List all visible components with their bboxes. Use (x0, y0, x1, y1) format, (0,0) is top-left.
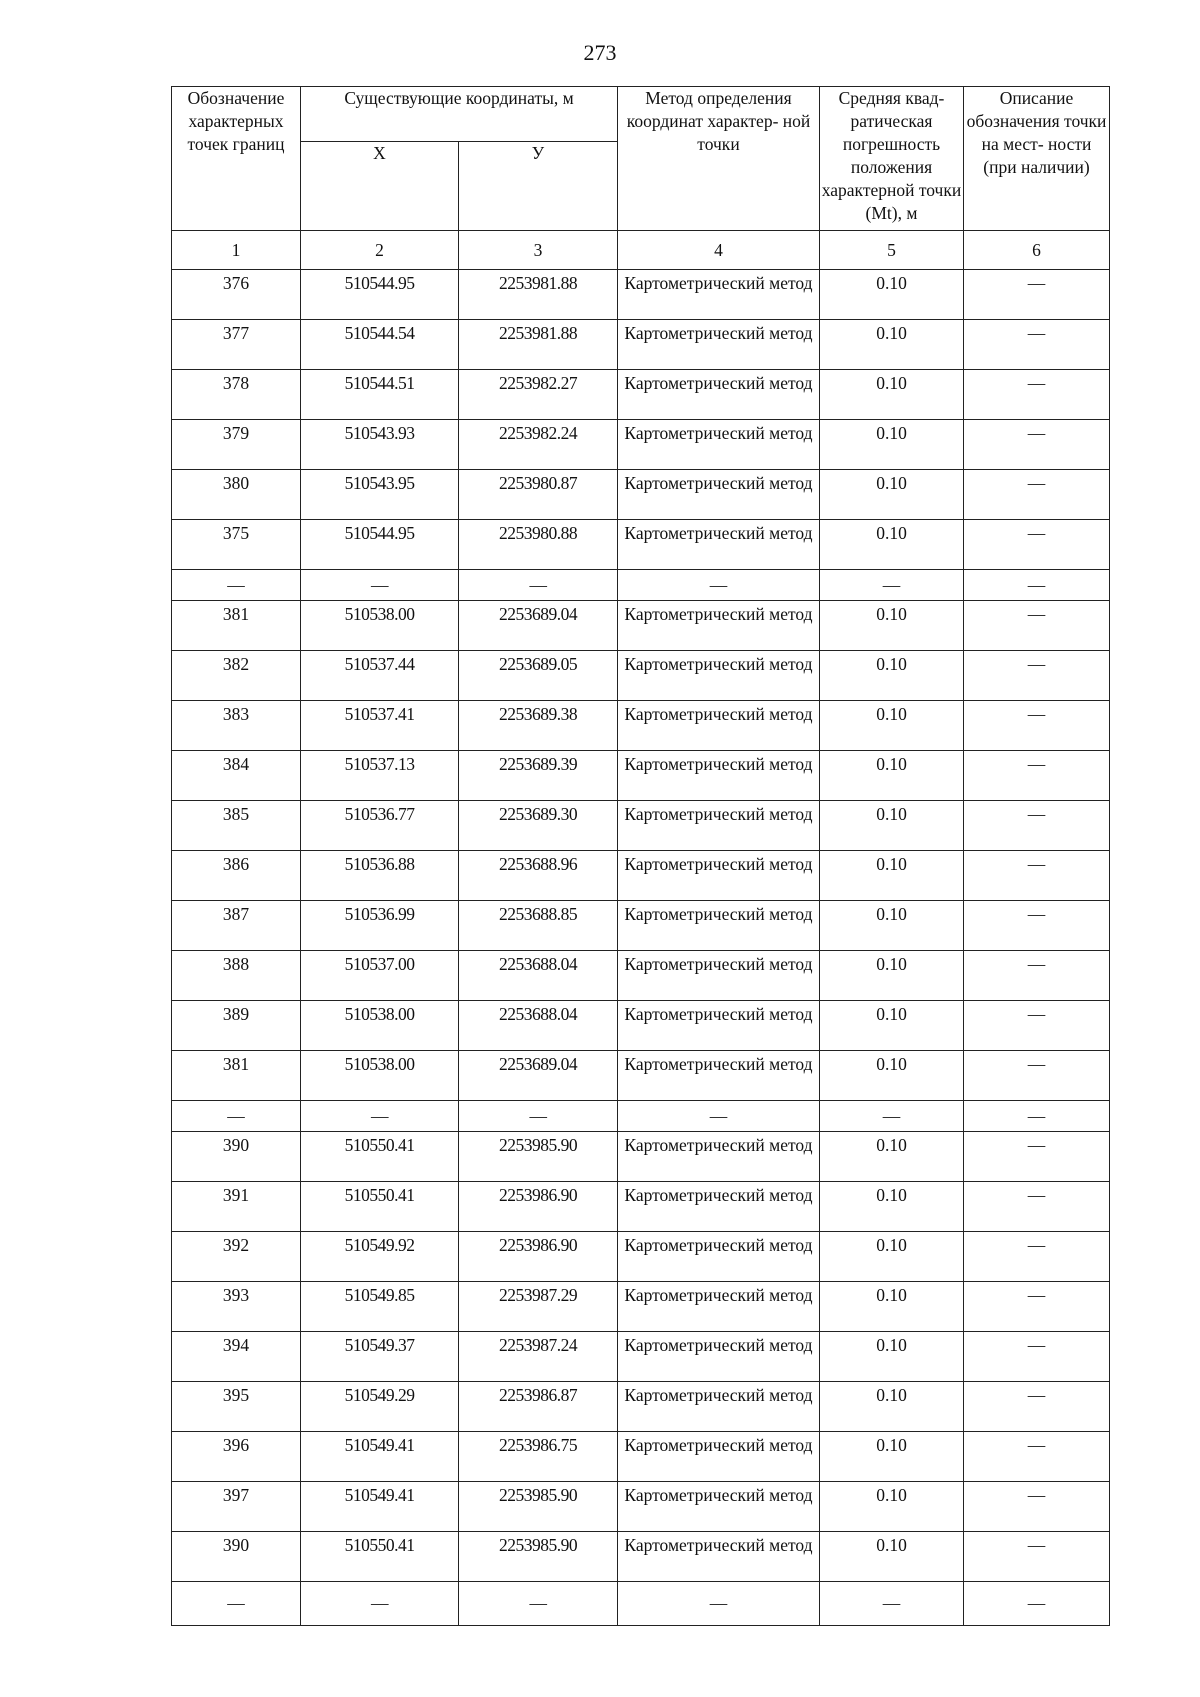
cell-y-coordinate: 2253980.88 (459, 520, 618, 570)
cell-x-coordinate: 510544.54 (301, 320, 459, 370)
cell-x-coordinate: — (301, 1101, 459, 1132)
cell-y-coordinate: 2253985.90 (459, 1482, 618, 1532)
separator-row (172, 570, 1110, 601)
cell-mean-square-error: 0.10 (820, 751, 964, 801)
cell-y-coordinate: 2253689.39 (459, 751, 618, 801)
header-y: У (459, 142, 618, 231)
cell-point-id: 391 (172, 1182, 301, 1232)
cell-description: — (964, 370, 1110, 420)
cell-description: — (964, 1282, 1110, 1332)
cell-y-coordinate: 2253689.38 (459, 701, 618, 751)
cell-x-coordinate: 510538.00 (301, 1051, 459, 1101)
cell-point-id: 388 (172, 951, 301, 1001)
cell-method: Картометрический метод (618, 420, 820, 470)
cell-mean-square-error: 0.10 (820, 801, 964, 851)
table-row (172, 420, 1110, 470)
cell-method: Картометрический метод (618, 1051, 820, 1101)
cell-y-coordinate: 2253688.04 (459, 1001, 618, 1051)
table-row (172, 370, 1110, 420)
cell-point-id: 379 (172, 420, 301, 470)
header-existing-coordinates: Существующие координаты, м (301, 87, 618, 142)
cell-x-coordinate: 510538.00 (301, 601, 459, 651)
column-number: 1 (172, 231, 301, 270)
cell-x-coordinate: 510549.92 (301, 1232, 459, 1282)
cell-point-id: 390 (172, 1132, 301, 1182)
cell-description: — (964, 1001, 1110, 1051)
cell-y-coordinate: 2253689.04 (459, 1051, 618, 1101)
cell-description: — (964, 1582, 1110, 1626)
cell-method: Картометрический метод (618, 801, 820, 851)
cell-description: — (964, 470, 1110, 520)
cell-y-coordinate: 2253986.87 (459, 1382, 618, 1432)
table-row (172, 651, 1110, 701)
cell-point-id: 396 (172, 1432, 301, 1482)
cell-mean-square-error: 0.10 (820, 1382, 964, 1432)
cell-y-coordinate: — (459, 1582, 618, 1626)
cell-method: — (618, 1582, 820, 1626)
cell-y-coordinate: 2253986.90 (459, 1232, 618, 1282)
table-row (172, 1051, 1110, 1101)
cell-y-coordinate: 2253689.04 (459, 601, 618, 651)
cell-mean-square-error: — (820, 1582, 964, 1626)
cell-y-coordinate: 2253982.27 (459, 370, 618, 420)
cell-x-coordinate: 510549.85 (301, 1282, 459, 1332)
cell-mean-square-error: 0.10 (820, 1282, 964, 1332)
cell-method: Картометрический метод (618, 370, 820, 420)
cell-mean-square-error: 0.10 (820, 1332, 964, 1382)
cell-y-coordinate: — (459, 570, 618, 601)
cell-description: — (964, 601, 1110, 651)
cell-x-coordinate: 510537.44 (301, 651, 459, 701)
cell-mean-square-error: 0.10 (820, 951, 964, 1001)
cell-method: Картометрический метод (618, 651, 820, 701)
cell-method: Картометрический метод (618, 1232, 820, 1282)
cell-method: Картометрический метод (618, 701, 820, 751)
cell-point-id: 381 (172, 1051, 301, 1101)
table-row (172, 270, 1110, 320)
cell-description: — (964, 1051, 1110, 1101)
cell-x-coordinate: 510543.95 (301, 470, 459, 520)
cell-point-id: 393 (172, 1282, 301, 1332)
cell-description: — (964, 270, 1110, 320)
cell-description: — (964, 320, 1110, 370)
cell-method: Картометрический метод (618, 1132, 820, 1182)
cell-point-id: 376 (172, 270, 301, 320)
table-row (172, 1482, 1110, 1532)
cell-method: Картометрический метод (618, 1001, 820, 1051)
cell-description: — (964, 851, 1110, 901)
table-row (172, 601, 1110, 651)
cell-point-id: 377 (172, 320, 301, 370)
table-row (172, 1432, 1110, 1482)
table-row (172, 1282, 1110, 1332)
cell-description: — (964, 701, 1110, 751)
cell-description: — (964, 951, 1110, 1001)
cell-mean-square-error: 0.10 (820, 370, 964, 420)
cell-x-coordinate: 510549.29 (301, 1382, 459, 1432)
cell-description: — (964, 1432, 1110, 1482)
cell-description: — (964, 570, 1110, 601)
header-point-designation: Обозначение характерных точек границ (172, 87, 301, 231)
cell-mean-square-error: 0.10 (820, 470, 964, 520)
table-row (172, 701, 1110, 751)
table-body (172, 270, 1110, 1626)
cell-point-id: — (172, 570, 301, 601)
table-header (172, 87, 1110, 270)
cell-description: — (964, 1232, 1110, 1282)
cell-description: — (964, 1101, 1110, 1132)
cell-y-coordinate: 2253981.88 (459, 320, 618, 370)
cell-point-id: 392 (172, 1232, 301, 1282)
separator-row (172, 1101, 1110, 1132)
cell-method: Картометрический метод (618, 1282, 820, 1332)
cell-y-coordinate: 2253986.75 (459, 1432, 618, 1482)
cell-x-coordinate: 510550.41 (301, 1132, 459, 1182)
cell-point-id: 381 (172, 601, 301, 651)
cell-mean-square-error: 0.10 (820, 701, 964, 751)
cell-method: Картометрический метод (618, 1532, 820, 1582)
cell-x-coordinate: 510544.95 (301, 270, 459, 320)
cell-y-coordinate: 2253982.24 (459, 420, 618, 470)
cell-method: Картометрический метод (618, 751, 820, 801)
coordinates-table (171, 86, 1110, 1626)
cell-mean-square-error: 0.10 (820, 520, 964, 570)
cell-x-coordinate: 510536.88 (301, 851, 459, 901)
header-row (172, 87, 1110, 142)
table-row (172, 1332, 1110, 1382)
cell-y-coordinate: 2253987.29 (459, 1282, 618, 1332)
cell-y-coordinate: 2253985.90 (459, 1532, 618, 1582)
table-row (172, 1182, 1110, 1232)
cell-x-coordinate: 510549.37 (301, 1332, 459, 1382)
cell-method: Картометрический метод (618, 1382, 820, 1432)
cell-description: — (964, 1182, 1110, 1232)
cell-method: Картометрический метод (618, 951, 820, 1001)
cell-point-id: 385 (172, 801, 301, 851)
cell-method: Картометрический метод (618, 520, 820, 570)
cell-mean-square-error: 0.10 (820, 320, 964, 370)
table-row (172, 1382, 1110, 1432)
table-row (172, 520, 1110, 570)
cell-x-coordinate: 510536.99 (301, 901, 459, 951)
cell-method: Картометрический метод (618, 1332, 820, 1382)
cell-mean-square-error: 0.10 (820, 270, 964, 320)
cell-mean-square-error: 0.10 (820, 1182, 964, 1232)
table-row (172, 1001, 1110, 1051)
cell-y-coordinate: 2253987.24 (459, 1332, 618, 1382)
table-row (172, 851, 1110, 901)
separator-row (172, 1582, 1110, 1626)
cell-description: — (964, 420, 1110, 470)
cell-mean-square-error: — (820, 1101, 964, 1132)
header-method: Метод определения координат характер- ной точки (618, 87, 820, 231)
cell-y-coordinate: 2253981.88 (459, 270, 618, 320)
column-number: 6 (964, 231, 1110, 270)
cell-y-coordinate: 2253688.85 (459, 901, 618, 951)
cell-description: — (964, 901, 1110, 951)
cell-description: — (964, 651, 1110, 701)
cell-method: Картометрический метод (618, 901, 820, 951)
cell-x-coordinate: 510549.41 (301, 1482, 459, 1532)
cell-description: — (964, 751, 1110, 801)
cell-x-coordinate: 510537.13 (301, 751, 459, 801)
table-row (172, 1132, 1110, 1182)
cell-method: Картометрический метод (618, 270, 820, 320)
cell-description: — (964, 1482, 1110, 1532)
cell-point-id: 397 (172, 1482, 301, 1532)
cell-point-id: 380 (172, 470, 301, 520)
cell-description: — (964, 801, 1110, 851)
cell-y-coordinate: 2253689.05 (459, 651, 618, 701)
cell-point-id: 378 (172, 370, 301, 420)
cell-point-id: 394 (172, 1332, 301, 1382)
cell-description: — (964, 520, 1110, 570)
cell-mean-square-error: 0.10 (820, 901, 964, 951)
column-number: 4 (618, 231, 820, 270)
cell-x-coordinate: 510537.00 (301, 951, 459, 1001)
table-row (172, 801, 1110, 851)
column-number: 5 (820, 231, 964, 270)
cell-y-coordinate: 2253688.96 (459, 851, 618, 901)
cell-mean-square-error: 0.10 (820, 601, 964, 651)
cell-mean-square-error: 0.10 (820, 1532, 964, 1582)
cell-description: — (964, 1382, 1110, 1432)
cell-method: Картометрический метод (618, 1182, 820, 1232)
column-number: 3 (459, 231, 618, 270)
cell-point-id: 384 (172, 751, 301, 801)
cell-mean-square-error: 0.10 (820, 420, 964, 470)
column-number-row (172, 231, 1110, 270)
cell-x-coordinate: 510550.41 (301, 1182, 459, 1232)
cell-x-coordinate: — (301, 1582, 459, 1626)
cell-description: — (964, 1332, 1110, 1382)
cell-method: Картометрический метод (618, 851, 820, 901)
cell-method: Картометрический метод (618, 601, 820, 651)
cell-mean-square-error: 0.10 (820, 1232, 964, 1282)
cell-point-id: 387 (172, 901, 301, 951)
table-row (172, 1532, 1110, 1582)
page-number: 273 (583, 40, 617, 65)
cell-point-id: 390 (172, 1532, 301, 1582)
cell-point-id: 382 (172, 651, 301, 701)
cell-mean-square-error: — (820, 570, 964, 601)
table-row (172, 320, 1110, 370)
cell-x-coordinate: 510550.41 (301, 1532, 459, 1582)
cell-description: — (964, 1132, 1110, 1182)
cell-method: — (618, 1101, 820, 1132)
cell-method: Картометрический метод (618, 470, 820, 520)
cell-y-coordinate: 2253985.90 (459, 1132, 618, 1182)
cell-method: — (618, 570, 820, 601)
cell-y-coordinate: 2253688.04 (459, 951, 618, 1001)
cell-point-id: — (172, 1101, 301, 1132)
cell-point-id: 395 (172, 1382, 301, 1432)
column-number: 2 (301, 231, 459, 270)
cell-point-id: 383 (172, 701, 301, 751)
header-mean-square-error: Средняя квад- ратическая погрешность положения характерной точки (Mt), м (820, 87, 964, 231)
cell-y-coordinate: 2253689.30 (459, 801, 618, 851)
table-row (172, 951, 1110, 1001)
cell-mean-square-error: 0.10 (820, 1482, 964, 1532)
table-row (172, 470, 1110, 520)
cell-description: — (964, 1532, 1110, 1582)
cell-x-coordinate: 510537.41 (301, 701, 459, 751)
cell-x-coordinate: 510538.00 (301, 1001, 459, 1051)
cell-mean-square-error: 0.10 (820, 851, 964, 901)
cell-method: Картометрический метод (618, 320, 820, 370)
cell-method: Картометрический метод (618, 1432, 820, 1482)
cell-mean-square-error: 0.10 (820, 1001, 964, 1051)
cell-point-id: 386 (172, 851, 301, 901)
table-row (172, 901, 1110, 951)
cell-x-coordinate: 510544.51 (301, 370, 459, 420)
cell-point-id: 389 (172, 1001, 301, 1051)
cell-mean-square-error: 0.10 (820, 1432, 964, 1482)
header-description: Описание обозначения точки на мест- ности (при наличии) (964, 87, 1110, 231)
table-row (172, 1232, 1110, 1282)
cell-x-coordinate: 510549.41 (301, 1432, 459, 1482)
cell-y-coordinate: 2253980.87 (459, 470, 618, 520)
table-row (172, 751, 1110, 801)
header-x: Х (301, 142, 459, 231)
cell-x-coordinate: 510543.93 (301, 420, 459, 470)
cell-x-coordinate: — (301, 570, 459, 601)
cell-point-id: 375 (172, 520, 301, 570)
cell-y-coordinate: — (459, 1101, 618, 1132)
cell-y-coordinate: 2253986.90 (459, 1182, 618, 1232)
cell-mean-square-error: 0.10 (820, 1132, 964, 1182)
cell-point-id: — (172, 1582, 301, 1626)
cell-mean-square-error: 0.10 (820, 1051, 964, 1101)
cell-mean-square-error: 0.10 (820, 651, 964, 701)
cell-x-coordinate: 510536.77 (301, 801, 459, 851)
cell-method: Картометрический метод (618, 1482, 820, 1532)
cell-x-coordinate: 510544.95 (301, 520, 459, 570)
